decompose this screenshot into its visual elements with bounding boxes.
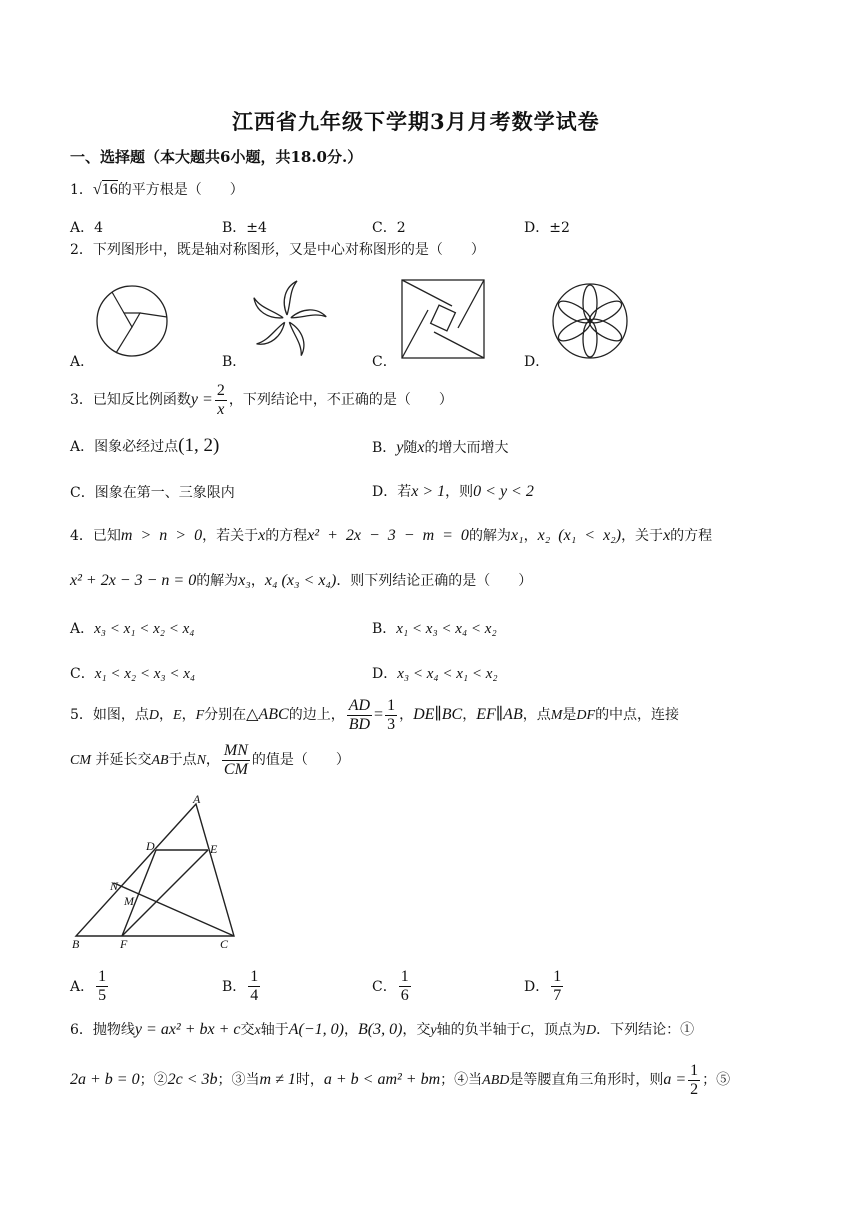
q6-text-b: 轴于 (260, 1022, 289, 1038)
q6-claim-4-frac (688, 1062, 700, 1098)
q1-option-b: B．±4 (222, 220, 267, 236)
fig-label-b: B (72, 937, 80, 951)
q6-claim-4-label: ；④当 (440, 1072, 483, 1089)
q6-claim-3-cond: m ≠ 1 (259, 1071, 296, 1089)
q5-equals: = (374, 706, 384, 724)
q3-option-a-math: (1, 2) (178, 435, 220, 456)
q3-fraction (215, 382, 227, 418)
q4-text-a: ，若关于 (202, 528, 259, 544)
q6-claim-4-mid: 是等腰直角三角形时，则 (509, 1072, 664, 1089)
q2-figure-b (244, 279, 330, 359)
question-5-line1: 5．如图，点D，E，F分别在△ABC的边上， $\frac{AD}{BD}$ = $\frac{1}{3}$ ，DE∥BC，EF∥AB，点M是DF的中点，连接 (70, 697, 680, 733)
q6-claim-3-mid: 时， (295, 1072, 324, 1089)
q4-root-3: x₃ (238, 572, 251, 589)
q1-option-a: A．4 (70, 220, 104, 236)
q4-sep-2: ， (250, 573, 265, 589)
q5-tail: 的值是（ ） (251, 752, 350, 769)
q4-option-b (372, 618, 497, 638)
q3-option-b-var2: x (417, 439, 425, 456)
q3-option-a (70, 435, 219, 457)
q5-target-fraction (222, 742, 250, 778)
q5-parallel-2: EF∥AB (476, 706, 523, 724)
page-title: 江西省九年级下学期3月月考数学试卷 (232, 109, 600, 134)
q3-option-b-label: B． (372, 440, 397, 456)
q5-option-c-den: 6 (400, 986, 409, 1004)
q3-option-d-result: 0 < y < 2 (473, 483, 534, 500)
q4-tail: ．则下列结论正确的是（ ） (336, 573, 533, 589)
q5-option-c (372, 968, 413, 1004)
q2-label-a: A． (70, 354, 95, 370)
q5-segment-ab: AB (151, 753, 169, 769)
q5-option-c-label: C． (372, 979, 397, 996)
q5-ratio-num: AD (348, 697, 371, 714)
sqrt-symbol: √ (92, 181, 102, 198)
q3-frac-den: x (217, 400, 225, 418)
q5-point-f: F (195, 708, 205, 724)
q4-option-b-label: B． (372, 621, 397, 637)
question-3 (70, 382, 453, 418)
question-1 (70, 182, 244, 198)
q2-label-b: B． (222, 354, 247, 370)
q5-text-f: 并延长交 (95, 752, 152, 769)
q5-option-a-den: 5 (98, 986, 107, 1004)
q2-figure-d (550, 281, 630, 361)
q5-option-d (524, 968, 565, 1004)
q4-root-2: x₂ (x₁ < x₂) (537, 527, 622, 544)
q5-option-b (222, 968, 262, 1004)
q1-option-d: D．±2 (524, 220, 570, 236)
q5-text-c: ，点 (522, 707, 551, 724)
q4-option-c-math: x₁ < x₂ < x₃ < x₄ (94, 666, 196, 682)
q5-point-d: D (148, 708, 160, 724)
q6-claim-1: 2a + b = 0 (70, 1071, 140, 1089)
q5-option-a-frac (96, 968, 108, 1004)
q4-text-c: 的解为 (468, 528, 511, 544)
q2-figure-c (400, 278, 486, 360)
q1-option-c: C．2 (372, 220, 406, 236)
q4-option-c-label: C． (70, 666, 95, 682)
q5-option-b-num: 1 (250, 968, 259, 985)
q5-segment-cm: CM (70, 753, 91, 769)
q6-text-a: 交 (240, 1022, 255, 1038)
q6-claim-3-label: ；③当 (217, 1072, 260, 1089)
question-6-line2 (70, 1062, 730, 1098)
q3-option-b (372, 437, 509, 457)
q3-frac-num: 2 (216, 382, 225, 399)
q5-target-num: MN (223, 742, 248, 759)
q3-option-b-mid: 随 (403, 440, 418, 456)
q4-var-x-2: x (663, 527, 671, 544)
q5-option-c-frac (399, 968, 411, 1004)
q6-text-f: ．下列结论：① (596, 1022, 695, 1038)
q5-value-den: 3 (387, 715, 396, 733)
q4-text-d: ，关于 (621, 528, 664, 544)
fig-label-f: F (120, 937, 128, 951)
q3-option-d (372, 481, 534, 501)
q2-label-d: D． (524, 354, 550, 370)
q5-parallel-1: DE∥BC (413, 706, 463, 724)
q4-option-a-label: A． (70, 621, 95, 637)
question-4-line2 (70, 573, 532, 589)
q5-value-num: 1 (387, 697, 396, 714)
q5-option-a (70, 968, 110, 1004)
q5-option-d-num: 1 (553, 968, 562, 985)
q5-target-den: CM (223, 760, 248, 778)
q5-text-b: 的边上， (288, 707, 345, 724)
fig-label-c: C (220, 937, 229, 951)
q6-point-d: D (585, 1023, 597, 1038)
q6-claim-3: a + b < am² + bm (323, 1071, 441, 1089)
fig-label-d: D (146, 839, 155, 853)
q6-claim-4-num: 1 (690, 1062, 699, 1079)
question-5-line2: CM 并延长交AB于点N， $\frac{MN}{CM}$ 的值是（ ） (70, 742, 350, 778)
q5-segment-df: DF (576, 708, 596, 724)
q3-option-b-var: y (396, 439, 404, 456)
q6-point-b: B(3, 0) (357, 1021, 403, 1038)
q1-radicand: 16 (101, 181, 118, 198)
q5-head: 5．如图，点 (70, 707, 149, 724)
q6-text-c: ，交 (402, 1022, 431, 1038)
q6-claim-2-label: ；② (139, 1072, 168, 1089)
q5-text-e: 的中点，连接 (595, 707, 680, 724)
q4-sep: ， (523, 528, 538, 544)
fig-label-a: A (193, 792, 201, 806)
q4-option-a (70, 618, 194, 638)
q5-text-g: 于点 (168, 752, 197, 769)
q5-option-d-frac (551, 968, 563, 1004)
q3-option-c: C．图象在第一、三象限内 (70, 485, 235, 501)
q5-ratio-value (385, 697, 397, 733)
q6-point-a: A(−1, 0) (288, 1021, 344, 1038)
q3-option-d-cond: x > 1 (411, 483, 446, 500)
q6-point-c: C (520, 1023, 530, 1038)
q4-option-d (372, 663, 498, 683)
q4-text-e: 的方程 (670, 528, 713, 544)
fig-label-n: N (110, 879, 119, 893)
q5-figure (64, 792, 244, 954)
q3-option-a-text: A．图象必经过点 (70, 439, 179, 455)
q3-option-d-mid: ，则 (445, 484, 474, 500)
q1-number: 1． (70, 182, 93, 198)
q5-option-c-num: 1 (400, 968, 409, 985)
q6-claim-2: 2c < 3b (167, 1071, 218, 1089)
question-4-line1 (70, 528, 712, 544)
q4-equation-1: x² + 2x − 3 − m = 0 (307, 527, 469, 544)
q5-option-d-den: 7 (553, 986, 562, 1004)
question-6-line1: 6．抛物线y = ax² + bx + c交x轴于A(−1, 0)，B(3, 0)，交y轴的负半轴于C，顶点为D．下列结论：① (70, 1021, 695, 1038)
q4-text-b: 的方程 (265, 528, 308, 544)
q3-option-b-tail: 的增大而增大 (424, 440, 509, 456)
q6-equation: y = ax² + bx + c (134, 1021, 241, 1038)
q5-option-b-label: B． (222, 979, 247, 996)
q5-option-b-den: 4 (250, 986, 259, 1004)
q6-var-x: x (254, 1023, 261, 1038)
q5-option-a-label: A． (70, 979, 95, 996)
q5-ratio-fraction (347, 697, 372, 733)
q6-head: 6．抛物线 (70, 1022, 135, 1038)
q5-ratio-den: BD (348, 715, 371, 733)
q4-option-b-math: x₁ < x₃ < x₄ < x₂ (396, 621, 497, 637)
q5-point-e: E (173, 708, 182, 724)
q2-label-c: C． (372, 354, 397, 370)
q5-option-a-num: 1 (98, 968, 107, 985)
q1-tail: 的平方根是（ ） (117, 182, 244, 198)
q6-claim-4-triangle: ABD (482, 1073, 510, 1089)
q4-option-d-label: D． (372, 666, 398, 682)
q4-root-4: x₄ (x₃ < x₄) (264, 572, 337, 589)
q5-point-n: N (196, 753, 206, 769)
q3-func-lhs: y = (190, 391, 213, 409)
q3-option-d-head: D．若 (372, 484, 412, 500)
q4-option-d-math: x₃ < x₄ < x₁ < x₂ (397, 666, 498, 682)
section-heading: 一、选择题（本大题共6小题，共18.0分.） (70, 148, 363, 166)
q6-text-e: ，顶点为 (529, 1022, 586, 1038)
q5-option-d-label: D． (524, 979, 550, 996)
q6-claim-5-label: ；⑤ (702, 1072, 731, 1089)
q3-tail: ，下列结论中，不正确的是（ ） (228, 392, 453, 409)
q5-option-b-frac (248, 968, 260, 1004)
q4-var-x: x (258, 527, 266, 544)
q4-head: 4．已知 (70, 528, 121, 544)
q4-option-a-math: x₃ < x₁ < x₂ < x₄ (94, 621, 195, 637)
q4-root-1: x₁ (510, 527, 524, 544)
q3-head: 3．已知反比例函数 (70, 392, 191, 409)
q6-claim-4-den: 2 (690, 1080, 699, 1098)
q5-point-m: M (550, 708, 563, 724)
question-2: 2．下列图形中，既是轴对称图形，又是中心对称图形的是（ ） (70, 242, 485, 258)
q6-var-y: y (430, 1023, 437, 1038)
q5-text-d: 是 (562, 707, 577, 724)
q5-text-a: 分别在 (204, 707, 247, 724)
fig-label-e: E (210, 842, 218, 856)
q4-option-c (70, 663, 195, 683)
q2-figure-a (94, 283, 170, 359)
q4-text-f: 的解为 (196, 573, 239, 589)
fig-label-m: M (124, 894, 134, 908)
q5-triangle: △ABC (246, 706, 289, 724)
q6-text-d: 轴的负半轴于 (436, 1022, 521, 1038)
q6-claim-4-lhs: a = (663, 1071, 687, 1089)
q4-condition: m > n > 0 (120, 527, 203, 544)
q4-equation-2: x² + 2x − 3 − n = 0 (70, 572, 197, 589)
